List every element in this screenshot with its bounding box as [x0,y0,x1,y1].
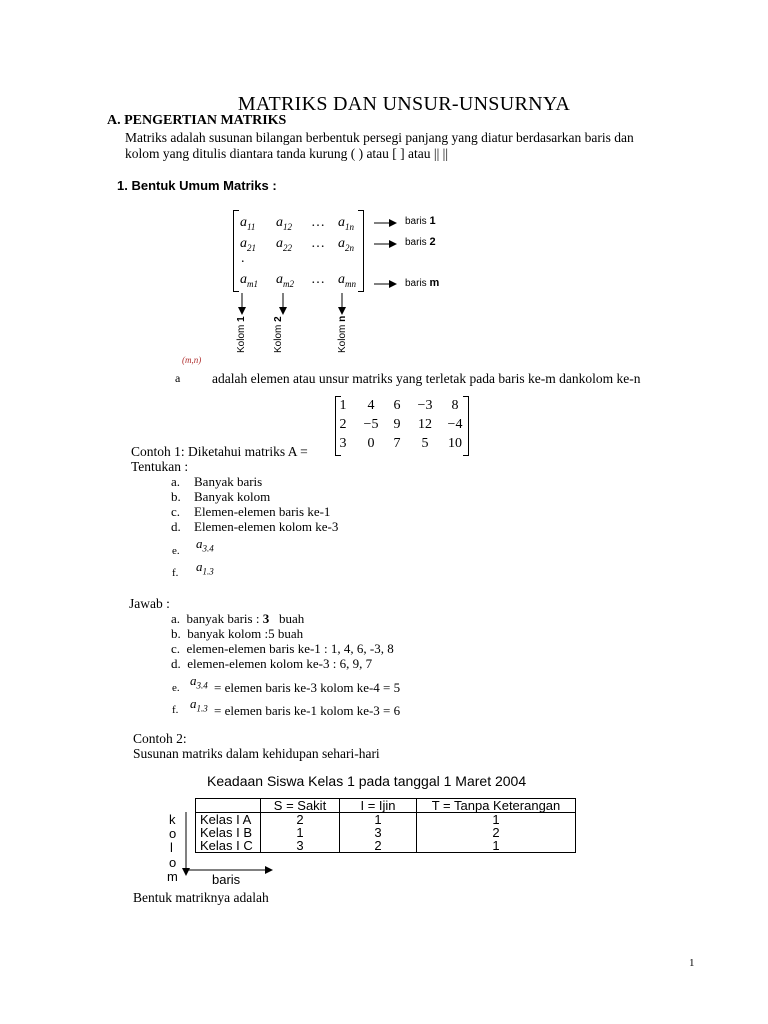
answer-symbol: $a_{3.4}$ [190,673,208,691]
kolom-letter: o [169,826,177,841]
answer-b: b. banyak kolom :5 buah [171,626,304,641]
element-subscript-mn: (m,n) [182,355,202,365]
matrix-a-cell: 7 [393,436,401,451]
answer-f-text: = elemen baris ke-1 kolom ke-3 = 6 [214,703,401,718]
question-marker: e. [172,545,180,557]
answer-marker: e. [172,682,180,694]
matrix-arrows [0,0,768,360]
answer-marker: f. [172,704,179,716]
ellipsis: … [311,215,325,230]
question-text: Banyak baris [194,474,263,489]
table-title: Keadaan Siswa Kelas 1 pada tanggal 1 Maret 2004 [207,773,527,789]
table-cell: 1 [340,813,417,827]
column-label: Kolom 1 [236,316,247,353]
kolom-letter: m [167,869,178,884]
example-2-description: Susunan matriks dalam kehidupan sehari-hari [133,746,380,761]
element-symbol: a [175,371,181,385]
table-cell: Kelas I A [196,813,261,827]
question-marker: f. [172,567,179,579]
matrix-element: $a_{m2}$ [276,272,294,289]
row-label: baris 1 [405,215,436,227]
matrix-form-text: Bentuk matriknya adalah [133,890,269,905]
matrix-element: $a_{m1}$ [240,272,258,289]
table-cell: 3 [261,839,340,853]
answer-symbol: $a_{1.3}$ [190,696,208,714]
answer-e-text: = elemen baris ke-3 kolom ke-4 = 5 [214,680,401,695]
question-marker: d. [171,519,181,534]
matrix-a-cell: 4 [367,398,375,413]
question-text: Banyak kolom [194,489,271,504]
baris-label: baris [212,872,241,887]
subheading: 1. Bentuk Umum Matriks : [117,178,277,193]
question-marker: a. [171,474,181,489]
tentukan-label: Tentukan : [131,459,189,474]
page-title: MATRIKS DAN UNSUR-UNSURNYA [237,93,571,115]
table-header-cell: T = Tanpa Keterangan [417,799,576,813]
matrix-element: $a_{11}$ [240,215,256,232]
matrix-element: $a_{22}$ [276,236,292,253]
question-symbol: $a_{3.4}$ [196,536,214,554]
definition-line-2: kolom yang ditulis diantara tanda kurung ( ) atau [ ] atau || || [125,146,449,161]
answer-c: c. elemen-elemen baris ke-1 : 1, 4, 6, -3, 8 [171,641,394,656]
row-label: baris 2 [405,236,436,248]
question-marker: c. [171,504,181,519]
table-cell: 2 [261,813,340,827]
answer-a: a. banyak baris : 3 buah [171,611,305,626]
jawab-label: Jawab : [129,596,170,611]
matrix-element: $a_{2n}$ [338,236,354,253]
table-axis-arrows [0,790,768,900]
matrix-a-cell: −5 [363,417,379,432]
question-symbol: $a_{1.3}$ [196,559,214,577]
table-cell: Kelas I C [196,839,261,853]
matrix-a-cell: 5 [421,436,429,451]
table-header-cell: I = Ijin [340,799,417,813]
matrix-element: $a_{21}$ [240,236,256,253]
matrix-element: $a_{1n}$ [338,215,354,232]
example-1-prefix: Contoh 1: Diketahui matriks A = [131,444,308,459]
table-cell: 1 [417,839,576,853]
table-cell: 2 [340,839,417,853]
matrix-a-cell: 0 [367,436,375,451]
row-dot: . [241,251,245,266]
table-cell: 3 [340,826,417,839]
column-label: Kolom n [337,315,348,353]
ellipsis: … [311,272,325,287]
table-cell: 2 [417,826,576,839]
matrix-a-cell: 9 [393,417,401,432]
kolom-letter: o [169,855,177,870]
page-number: 1 [689,957,695,969]
question-text: Elemen-elemen baris ke-1 [194,504,331,519]
row-label: baris m [405,277,440,289]
table-cell: 1 [417,813,576,827]
matrix-a-cell: 12 [418,417,432,432]
matrix-a-cell: 3 [339,436,347,451]
ellipsis: … [311,236,325,251]
table-header-cell: S = Sakit [261,799,340,813]
matrix-a-cell: 8 [451,398,459,413]
table-cell: Kelas I B [196,826,261,839]
matrix-element: $a_{mn}$ [338,272,356,289]
section-heading: A. PENGERTIAN MATRIKS [107,113,287,128]
matrix-a-cell: −3 [417,398,433,413]
question-text: Elemen-elemen kolom ke-3 [194,519,339,534]
matrix-a-cell: 1 [339,398,347,413]
example-2-label: Contoh 2: [133,731,187,746]
matrix-a-cell: 2 [339,417,347,432]
answer-d: d. elemen-elemen kolom ke-3 : 6, 9, 7 [171,656,373,671]
question-marker: b. [171,489,181,504]
matrix-a-cell: −4 [447,417,463,432]
kolom-letter: l [170,840,173,855]
kolom-letter: k [169,812,176,827]
matrix-a-cell: 10 [448,436,462,451]
matrix-a-cell: 6 [393,398,401,413]
table-cell: 1 [261,826,340,839]
definition-line-1: Matriks adalah susunan bilangan berbentuk persegi panjang yang diatur berdasarkan baris dan [125,130,634,145]
element-description: adalah elemen atau unsur matriks yang terletak pada baris ke-m dankolom ke-n [212,371,641,386]
column-label: Kolom 2 [273,316,284,353]
matrix-element: $a_{12}$ [276,215,292,232]
